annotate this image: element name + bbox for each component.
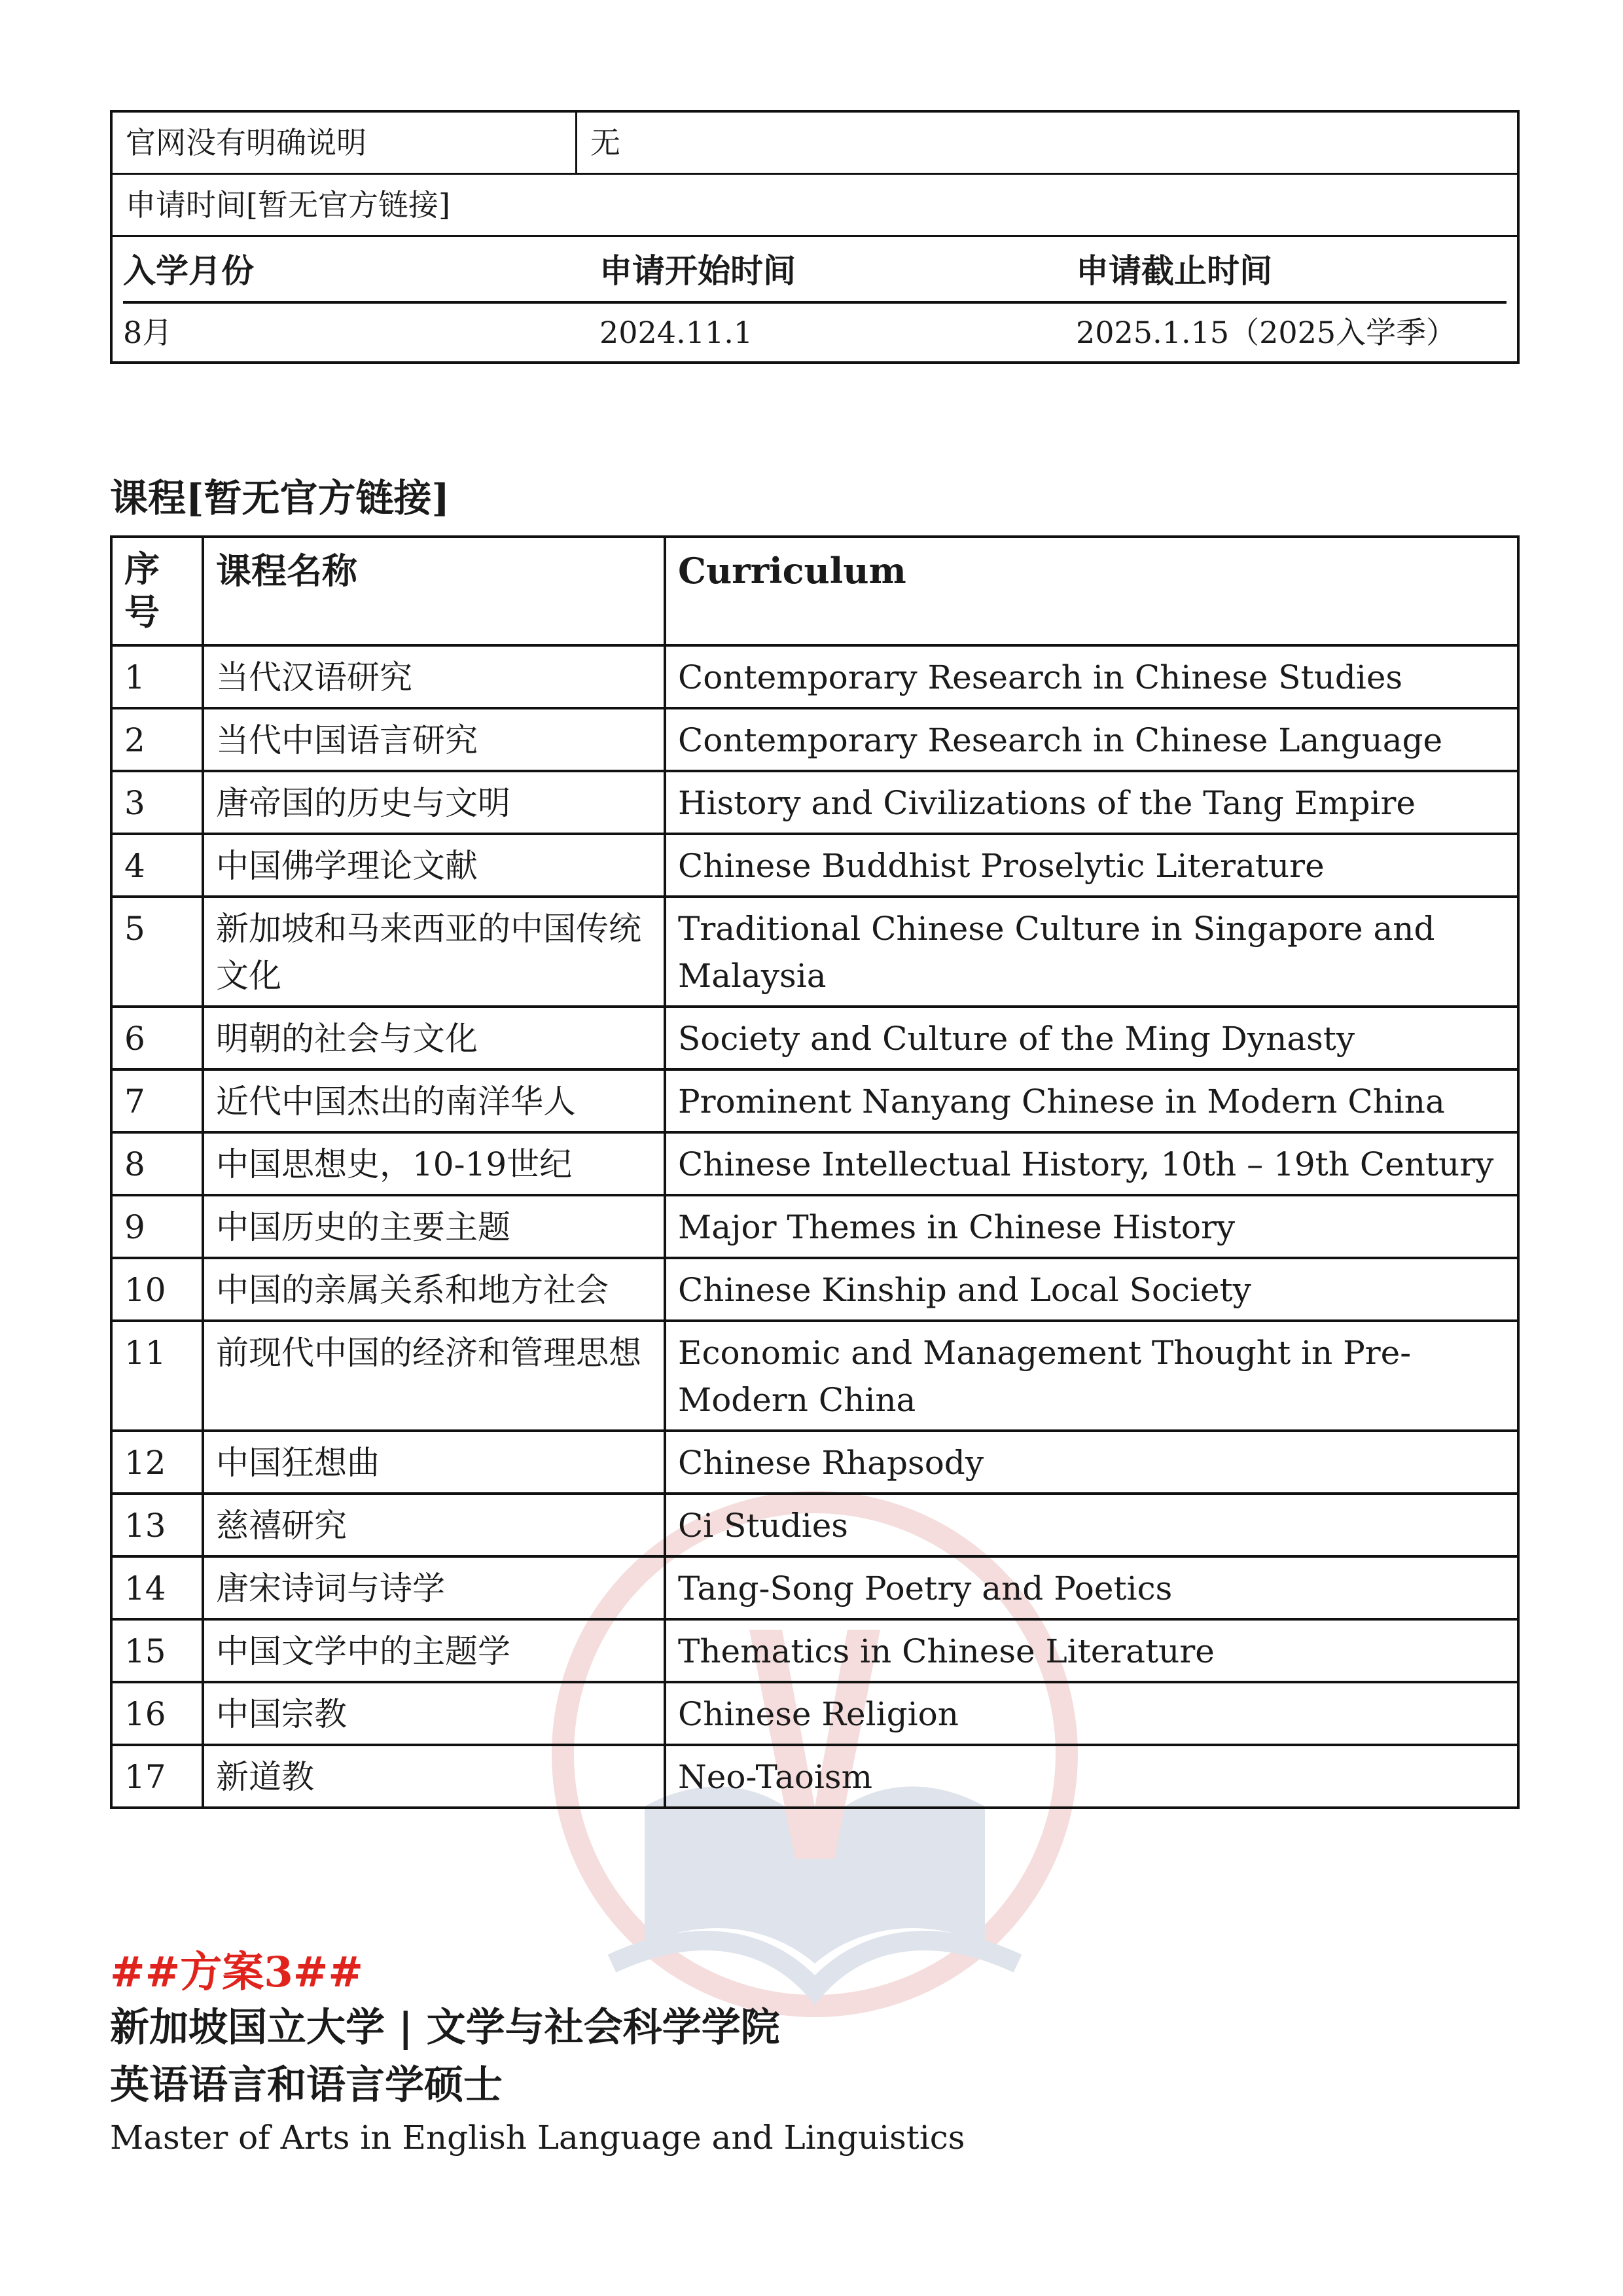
column-header-number: 序号: [111, 537, 203, 645]
table-row: [111, 1556, 1518, 1619]
course-name-chinese: 当代汉语研究: [203, 645, 665, 708]
course-name-chinese: 中国狂想曲: [203, 1431, 665, 1494]
table-header-row: [111, 537, 1518, 645]
table-row: [111, 1132, 1518, 1195]
program-block: [110, 1946, 1520, 2161]
course-number: 3: [111, 771, 203, 834]
course-number: 15: [111, 1619, 203, 1682]
table-row: [111, 1745, 1518, 1808]
course-name-english: Thematics in Chinese Literature: [665, 1619, 1518, 1682]
course-name-chinese: 前现代中国的经济和管理思想: [203, 1321, 665, 1431]
course-name-english: Contemporary Research in Chinese Language: [665, 708, 1518, 771]
table-row: [111, 897, 1518, 1007]
course-name-english: Chinese Intellectual History, 10th – 19th Century: [665, 1132, 1518, 1195]
course-name-english: Economic and Management Thought in Pre-Modern China: [665, 1321, 1518, 1431]
page-content: [110, 110, 1520, 2161]
table-row: [111, 1321, 1518, 1431]
curriculum-table: [110, 535, 1520, 1809]
course-name-chinese: 慈禧研究: [203, 1494, 665, 1556]
table-row: [111, 1069, 1518, 1132]
table-row: [111, 834, 1518, 897]
course-number: 1: [111, 645, 203, 708]
table-row: [111, 771, 1518, 834]
course-number: 7: [111, 1069, 203, 1132]
course-name-english: Chinese Buddhist Proselytic Literature: [665, 834, 1518, 897]
course-name-english: Contemporary Research in Chinese Studies: [665, 645, 1518, 708]
course-name-chinese: 中国的亲属关系和地方社会: [203, 1258, 665, 1321]
program-degree-chinese: 英语语言和语言学硕士: [110, 2062, 503, 2108]
course-name-chinese: 中国佛学理论文献: [203, 834, 665, 897]
course-name-english: History and Civilizations of the Tang Empire: [665, 771, 1518, 834]
intake-grid: [113, 237, 1517, 361]
application-info-table: [110, 110, 1520, 364]
course-name-english: Traditional Chinese Culture in Singapore and Malaysia: [665, 897, 1518, 1007]
course-number: 16: [111, 1682, 203, 1745]
course-number: 8: [111, 1132, 203, 1195]
course-name-chinese: 唐帝国的历史与文明: [203, 771, 665, 834]
course-number: 5: [111, 897, 203, 1007]
course-name-chinese: 当代中国语言研究: [203, 708, 665, 771]
course-name-english: Tang-Song Poetry and Poetics: [665, 1556, 1518, 1619]
course-number: 2: [111, 708, 203, 771]
info-row: [113, 113, 1517, 175]
table-row: [111, 708, 1518, 771]
intake-row: [113, 237, 1517, 361]
course-name-chinese: 唐宋诗词与诗学: [203, 1556, 665, 1619]
application-time-label: 申请时间[暂无官方链接]: [126, 187, 450, 223]
intake-month-value: 8月: [123, 315, 173, 350]
course-number: 17: [111, 1745, 203, 1808]
intake-month-header: 入学月份: [123, 251, 254, 290]
application-deadline-header: 申请截止时间: [1076, 251, 1272, 290]
course-name-chinese: 新道教: [203, 1745, 665, 1808]
course-name-chinese: 中国历史的主要主题: [203, 1195, 665, 1258]
table-row: [111, 645, 1518, 708]
course-name-chinese: 中国思想史，10-19世纪: [203, 1132, 665, 1195]
table-row: [111, 1494, 1518, 1556]
intake-header: [123, 253, 1507, 304]
table-row: [111, 1007, 1518, 1069]
course-name-english: Neo-Taoism: [665, 1745, 1518, 1808]
course-name-english: Chinese Kinship and Local Society: [665, 1258, 1518, 1321]
course-number: 9: [111, 1195, 203, 1258]
course-name-english: Prominent Nanyang Chinese in Modern China: [665, 1069, 1518, 1132]
course-name-chinese: 明朝的社会与文化: [203, 1007, 665, 1069]
course-number: 6: [111, 1007, 203, 1069]
application-deadline-value: 2025.1.15（2025入学季）: [1076, 315, 1457, 350]
course-number: 12: [111, 1431, 203, 1494]
course-name-chinese: 中国宗教: [203, 1682, 665, 1745]
course-number: 10: [111, 1258, 203, 1321]
info-value: 无: [590, 125, 620, 160]
table-row: [111, 1682, 1518, 1745]
program-school: 新加坡国立大学 | 文学与社会科学学院: [110, 2005, 780, 2051]
program-degree-english: Master of Arts in English Language and Linguistics: [110, 2119, 965, 2157]
course-name-english: Ci Studies: [665, 1494, 1518, 1556]
course-name-english: Society and Culture of the Ming Dynasty: [665, 1007, 1518, 1069]
application-start-value: 2024.11.1: [599, 315, 753, 350]
info-label: 官网没有明确说明: [113, 113, 577, 173]
column-header-curriculum: Curriculum: [665, 537, 1518, 645]
course-number: 13: [111, 1494, 203, 1556]
curriculum-table-body: [111, 645, 1518, 1808]
course-number: 14: [111, 1556, 203, 1619]
course-name-english: Major Themes in Chinese History: [665, 1195, 1518, 1258]
info-row: [113, 175, 1517, 237]
course-name-chinese: 新加坡和马来西亚的中国传统文化: [203, 897, 665, 1007]
table-row: [111, 1258, 1518, 1321]
column-header-course-name: 课程名称: [203, 537, 665, 645]
table-row: [111, 1195, 1518, 1258]
table-row: [111, 1619, 1518, 1682]
application-start-header: 申请开始时间: [599, 251, 796, 290]
course-name-chinese: 近代中国杰出的南洋华人: [203, 1069, 665, 1132]
course-name-english: Chinese Rhapsody: [665, 1431, 1518, 1494]
curriculum-title: 课程[暂无官方链接]: [110, 476, 450, 520]
course-number: 11: [111, 1321, 203, 1431]
program-tag: ##方案3##: [110, 1948, 364, 1997]
course-name-english: Chinese Religion: [665, 1682, 1518, 1745]
course-name-chinese: 中国文学中的主题学: [203, 1619, 665, 1682]
intake-values: [123, 304, 1507, 350]
table-row: [111, 1431, 1518, 1494]
course-number: 4: [111, 834, 203, 897]
